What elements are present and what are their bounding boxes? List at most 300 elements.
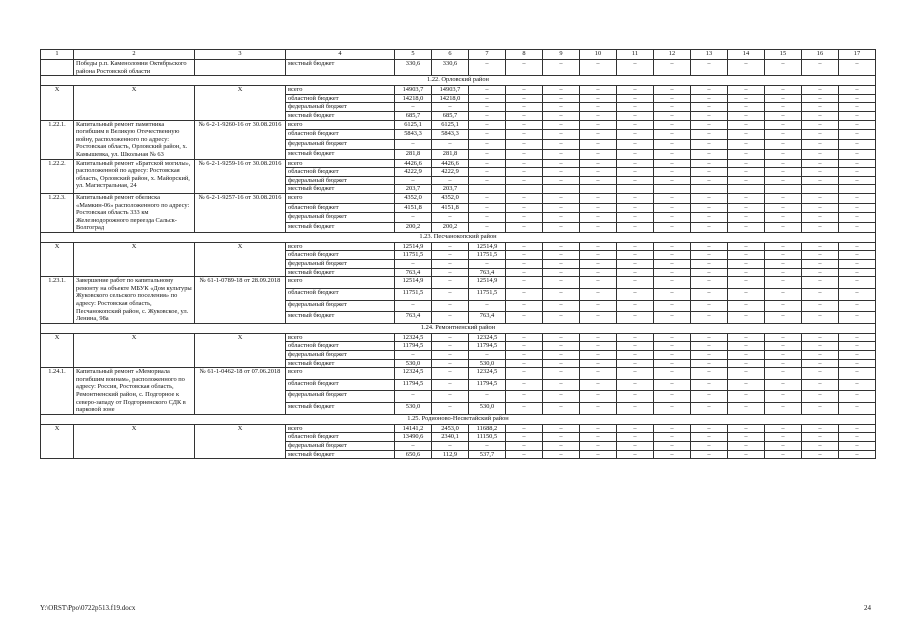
- value-cell: –: [506, 86, 543, 95]
- value-cell: –: [691, 441, 728, 450]
- value-cell: –: [432, 359, 469, 368]
- value-cell: –: [580, 403, 617, 415]
- value-cell: –: [654, 268, 691, 277]
- value-cell: –: [469, 300, 506, 312]
- value-cell: –: [543, 359, 580, 368]
- value-cell: –: [654, 391, 691, 403]
- budget-type: местный бюджет: [286, 268, 395, 277]
- value-cell: –: [654, 312, 691, 324]
- value-cell: –: [839, 111, 876, 120]
- value-cell: 12324,5: [469, 333, 506, 342]
- budget-type: федеральный бюджет: [286, 213, 395, 223]
- value-cell: 11751,5: [395, 288, 432, 300]
- value-cell: –: [543, 203, 580, 213]
- value-cell: –: [654, 140, 691, 150]
- value-cell: –: [580, 342, 617, 351]
- value-cell: 14218,0: [432, 94, 469, 103]
- value-cell: –: [617, 86, 654, 95]
- value-cell: –: [654, 86, 691, 95]
- value-cell: –: [839, 351, 876, 360]
- value-cell: –: [617, 111, 654, 120]
- budget-type: федеральный бюджет: [286, 103, 395, 112]
- value-cell: 4352,0: [395, 193, 432, 203]
- value-cell: –: [654, 168, 691, 177]
- value-cell: –: [839, 450, 876, 459]
- value-cell: –: [469, 103, 506, 112]
- value-cell: 530,0: [395, 359, 432, 368]
- document-ref: X: [195, 86, 286, 120]
- value-cell: –: [802, 251, 839, 260]
- value-cell: –: [691, 312, 728, 324]
- value-cell: –: [802, 403, 839, 415]
- value-cell: 763,4: [469, 268, 506, 277]
- value-cell: –: [580, 94, 617, 103]
- value-cell: –: [543, 277, 580, 289]
- value-cell: –: [654, 176, 691, 185]
- value-cell: –: [728, 140, 765, 150]
- value-cell: –: [691, 268, 728, 277]
- value-cell: –: [765, 149, 802, 159]
- budget-type: областной бюджет: [286, 94, 395, 103]
- value-cell: 12514,9: [395, 242, 432, 251]
- budget-type: местный бюджет: [286, 312, 395, 324]
- value-cell: –: [802, 176, 839, 185]
- value-cell: –: [506, 359, 543, 368]
- value-cell: –: [617, 342, 654, 351]
- value-cell: –: [543, 450, 580, 459]
- value-cell: –: [654, 213, 691, 223]
- value-cell: 763,4: [395, 268, 432, 277]
- value-cell: –: [802, 300, 839, 312]
- value-cell: –: [432, 268, 469, 277]
- value-cell: –: [469, 193, 506, 203]
- value-cell: –: [654, 288, 691, 300]
- value-cell: –: [802, 168, 839, 177]
- document-ref: X: [195, 424, 286, 458]
- value-cell: –: [580, 168, 617, 177]
- value-cell: –: [691, 203, 728, 213]
- value-cell: –: [654, 149, 691, 159]
- value-cell: 763,4: [469, 312, 506, 324]
- value-cell: –: [617, 94, 654, 103]
- column-number: 17: [839, 50, 876, 60]
- value-cell: 530,0: [469, 359, 506, 368]
- value-cell: 4426,6: [432, 159, 469, 168]
- value-cell: –: [506, 379, 543, 391]
- value-cell: –: [506, 260, 543, 269]
- value-cell: –: [506, 130, 543, 140]
- value-cell: –: [543, 176, 580, 185]
- value-cell: –: [691, 251, 728, 260]
- value-cell: –: [580, 424, 617, 433]
- value-cell: –: [839, 441, 876, 450]
- value-cell: –: [654, 223, 691, 233]
- value-cell: –: [543, 130, 580, 140]
- value-cell: –: [691, 450, 728, 459]
- value-cell: –: [765, 213, 802, 223]
- value-cell: 4222,9: [395, 168, 432, 177]
- value-cell: –: [802, 140, 839, 150]
- value-cell: –: [765, 111, 802, 120]
- value-cell: –: [728, 441, 765, 450]
- value-cell: –: [617, 140, 654, 150]
- value-cell: –: [506, 333, 543, 342]
- value-cell: –: [765, 441, 802, 450]
- value-cell: –: [691, 288, 728, 300]
- value-cell: –: [506, 94, 543, 103]
- value-cell: –: [839, 242, 876, 251]
- value-cell: –: [691, 193, 728, 203]
- value-cell: –: [802, 86, 839, 95]
- value-cell: 11751,5: [395, 251, 432, 260]
- budget-type: всего: [286, 333, 395, 342]
- value-cell: –: [654, 300, 691, 312]
- value-cell: –: [506, 120, 543, 130]
- value-cell: –: [654, 433, 691, 442]
- value-cell: –: [691, 94, 728, 103]
- budget-type: областной бюджет: [286, 288, 395, 300]
- value-cell: 200,2: [432, 223, 469, 233]
- value-cell: 281,8: [432, 149, 469, 159]
- value-cell: –: [543, 368, 580, 380]
- value-cell: 4426,6: [395, 159, 432, 168]
- value-cell: –: [395, 140, 432, 150]
- value-cell: –: [728, 333, 765, 342]
- item-number: 1.23.1.: [41, 277, 74, 324]
- value-cell: 14141,2: [395, 424, 432, 433]
- value-cell: –: [617, 450, 654, 459]
- value-cell: –: [432, 251, 469, 260]
- value-cell: –: [802, 103, 839, 112]
- value-cell: –: [617, 213, 654, 223]
- value-cell: –: [580, 120, 617, 130]
- section-row: [41, 232, 876, 242]
- value-cell: –: [432, 333, 469, 342]
- value-cell: –: [432, 391, 469, 403]
- value-cell: –: [728, 277, 765, 289]
- value-cell: –: [802, 342, 839, 351]
- value-cell: –: [432, 441, 469, 450]
- value-cell: –: [432, 213, 469, 223]
- value-cell: 763,4: [395, 312, 432, 324]
- value-cell: –: [580, 300, 617, 312]
- value-cell: –: [580, 359, 617, 368]
- value-cell: 4151,8: [395, 203, 432, 213]
- budget-type: федеральный бюджет: [286, 140, 395, 150]
- value-cell: –: [728, 130, 765, 140]
- budget-type: всего: [286, 159, 395, 168]
- value-cell: –: [691, 391, 728, 403]
- value-cell: –: [765, 168, 802, 177]
- value-cell: –: [543, 60, 580, 76]
- value-cell: –: [432, 176, 469, 185]
- value-cell: –: [839, 333, 876, 342]
- value-cell: –: [543, 140, 580, 150]
- column-number: 9: [543, 50, 580, 60]
- value-cell: 11794,5: [395, 379, 432, 391]
- value-cell: –: [765, 193, 802, 203]
- value-cell: –: [580, 312, 617, 324]
- value-cell: –: [617, 351, 654, 360]
- table-row: [41, 120, 876, 130]
- value-cell: –: [469, 203, 506, 213]
- value-cell: [765, 185, 802, 194]
- value-cell: –: [765, 277, 802, 289]
- column-number: 5: [395, 50, 432, 60]
- value-cell: –: [617, 120, 654, 130]
- value-cell: –: [543, 120, 580, 130]
- value-cell: –: [432, 368, 469, 380]
- value-cell: –: [728, 111, 765, 120]
- value-cell: –: [543, 300, 580, 312]
- value-cell: –: [617, 268, 654, 277]
- value-cell: –: [617, 193, 654, 203]
- value-cell: –: [765, 120, 802, 130]
- value-cell: –: [839, 140, 876, 150]
- budget-type: федеральный бюджет: [286, 176, 395, 185]
- value-cell: –: [506, 300, 543, 312]
- value-cell: –: [617, 203, 654, 213]
- value-cell: –: [802, 424, 839, 433]
- value-cell: –: [654, 277, 691, 289]
- value-cell: –: [691, 359, 728, 368]
- value-cell: –: [728, 168, 765, 177]
- table-row: [41, 86, 876, 95]
- value-cell: –: [728, 213, 765, 223]
- value-cell: –: [765, 300, 802, 312]
- column-number: 12: [654, 50, 691, 60]
- value-cell: 200,2: [395, 223, 432, 233]
- value-cell: –: [543, 103, 580, 112]
- value-cell: 4151,8: [432, 203, 469, 213]
- value-cell: –: [839, 268, 876, 277]
- value-cell: –: [802, 120, 839, 130]
- value-cell: –: [580, 176, 617, 185]
- value-cell: –: [469, 120, 506, 130]
- column-number: 3: [195, 50, 286, 60]
- value-cell: –: [765, 159, 802, 168]
- value-cell: 537,7: [469, 450, 506, 459]
- value-cell: –: [617, 149, 654, 159]
- value-cell: –: [691, 140, 728, 150]
- value-cell: –: [580, 379, 617, 391]
- column-number: 2: [74, 50, 195, 60]
- value-cell: –: [432, 312, 469, 324]
- value-cell: –: [543, 379, 580, 391]
- value-cell: –: [617, 130, 654, 140]
- value-cell: –: [395, 441, 432, 450]
- value-cell: 530,0: [469, 403, 506, 415]
- value-cell: –: [654, 359, 691, 368]
- value-cell: –: [802, 450, 839, 459]
- value-cell: –: [432, 260, 469, 269]
- value-cell: –: [839, 193, 876, 203]
- value-cell: –: [580, 441, 617, 450]
- file-path: Y:\ORST\Ppo\0722p513.f19.docx: [40, 604, 136, 612]
- budget-type: местный бюджет: [286, 149, 395, 159]
- value-cell: –: [654, 159, 691, 168]
- value-cell: –: [654, 251, 691, 260]
- value-cell: –: [580, 60, 617, 76]
- value-cell: –: [432, 277, 469, 289]
- value-cell: –: [617, 168, 654, 177]
- value-cell: –: [728, 268, 765, 277]
- value-cell: –: [691, 60, 728, 76]
- budget-type: всего: [286, 424, 395, 433]
- object-name: Победы р.п. Каменоломни Октябрьского района Ростовской области: [74, 60, 195, 76]
- item-number: X: [41, 242, 74, 276]
- value-cell: –: [469, 351, 506, 360]
- value-cell: –: [802, 391, 839, 403]
- document-ref: X: [195, 333, 286, 367]
- value-cell: 2340,1: [432, 433, 469, 442]
- value-cell: –: [728, 379, 765, 391]
- value-cell: –: [395, 213, 432, 223]
- section-title: 1.24. Ремонтненский район: [41, 323, 876, 333]
- value-cell: 14218,0: [395, 94, 432, 103]
- value-cell: –: [580, 140, 617, 150]
- value-cell: –: [543, 149, 580, 159]
- value-cell: –: [728, 223, 765, 233]
- value-cell: 12324,5: [395, 333, 432, 342]
- value-cell: –: [802, 60, 839, 76]
- budget-type: областной бюджет: [286, 130, 395, 140]
- value-cell: –: [469, 94, 506, 103]
- document-ref: № 61-1-0462-18 от 07.06.2018: [195, 368, 286, 415]
- table-row: [41, 277, 876, 289]
- value-cell: 281,8: [395, 149, 432, 159]
- section-row: [41, 414, 876, 424]
- value-cell: –: [395, 351, 432, 360]
- value-cell: –: [728, 403, 765, 415]
- budget-type: федеральный бюджет: [286, 300, 395, 312]
- value-cell: –: [617, 251, 654, 260]
- value-cell: –: [765, 260, 802, 269]
- document-ref: [195, 60, 286, 76]
- table-row: [41, 193, 876, 203]
- budget-type: местный бюджет: [286, 60, 395, 76]
- value-cell: –: [543, 86, 580, 95]
- value-cell: –: [691, 213, 728, 223]
- value-cell: [506, 185, 543, 194]
- value-cell: –: [469, 168, 506, 177]
- value-cell: –: [543, 251, 580, 260]
- value-cell: –: [617, 424, 654, 433]
- object-name: X: [74, 424, 195, 458]
- value-cell: –: [580, 433, 617, 442]
- value-cell: –: [691, 300, 728, 312]
- value-cell: 12324,5: [469, 368, 506, 380]
- value-cell: 6125,1: [395, 120, 432, 130]
- document-ref: X: [195, 242, 286, 276]
- value-cell: –: [728, 103, 765, 112]
- value-cell: –: [802, 441, 839, 450]
- value-cell: –: [765, 140, 802, 150]
- value-cell: –: [469, 86, 506, 95]
- document-ref: № 6-2-1-9259-16 от 30.08.2016: [195, 159, 286, 193]
- value-cell: –: [469, 260, 506, 269]
- value-cell: –: [543, 433, 580, 442]
- value-cell: –: [691, 379, 728, 391]
- value-cell: –: [506, 223, 543, 233]
- item-number: X: [41, 86, 74, 120]
- value-cell: –: [839, 223, 876, 233]
- value-cell: –: [617, 403, 654, 415]
- value-cell: 5843,3: [432, 130, 469, 140]
- value-cell: –: [617, 103, 654, 112]
- value-cell: [839, 185, 876, 194]
- table-row: [41, 368, 876, 380]
- value-cell: –: [728, 450, 765, 459]
- budget-type: областной бюджет: [286, 203, 395, 213]
- value-cell: –: [839, 260, 876, 269]
- value-cell: –: [506, 342, 543, 351]
- value-cell: –: [617, 300, 654, 312]
- value-cell: –: [580, 130, 617, 140]
- value-cell: –: [839, 149, 876, 159]
- value-cell: –: [765, 368, 802, 380]
- value-cell: –: [839, 433, 876, 442]
- value-cell: –: [580, 159, 617, 168]
- value-cell: –: [506, 403, 543, 415]
- value-cell: –: [802, 94, 839, 103]
- object-name: Капитальный ремонт «Братской могилы», расположенной по адресу: Ростовская область, Орловский район, х. Майорский, ул. Магистральная, 24: [74, 159, 195, 193]
- value-cell: –: [580, 251, 617, 260]
- value-cell: 112,9: [432, 450, 469, 459]
- value-cell: –: [506, 176, 543, 185]
- value-cell: –: [506, 312, 543, 324]
- value-cell: –: [654, 260, 691, 269]
- value-cell: 685,7: [395, 111, 432, 120]
- value-cell: –: [654, 333, 691, 342]
- value-cell: –: [543, 312, 580, 324]
- value-cell: 12514,9: [395, 277, 432, 289]
- value-cell: [543, 185, 580, 194]
- value-cell: –: [691, 333, 728, 342]
- value-cell: –: [839, 379, 876, 391]
- budget-type: местный бюджет: [286, 359, 395, 368]
- value-cell: –: [543, 260, 580, 269]
- value-cell: [617, 185, 654, 194]
- value-cell: –: [506, 159, 543, 168]
- value-cell: –: [802, 333, 839, 342]
- item-number: 1.22.2.: [41, 159, 74, 193]
- budget-type: местный бюджет: [286, 403, 395, 415]
- value-cell: –: [839, 203, 876, 213]
- value-cell: –: [617, 159, 654, 168]
- value-cell: –: [617, 223, 654, 233]
- value-cell: –: [617, 288, 654, 300]
- value-cell: –: [765, 288, 802, 300]
- value-cell: –: [654, 103, 691, 112]
- value-cell: [654, 185, 691, 194]
- budget-type: областной бюджет: [286, 168, 395, 177]
- value-cell: –: [802, 130, 839, 140]
- budget-type: всего: [286, 86, 395, 95]
- table-row: [41, 333, 876, 342]
- value-cell: –: [802, 351, 839, 360]
- value-cell: –: [580, 260, 617, 269]
- value-cell: –: [617, 312, 654, 324]
- value-cell: 650,6: [395, 450, 432, 459]
- value-cell: –: [506, 168, 543, 177]
- value-cell: –: [617, 391, 654, 403]
- value-cell: –: [543, 424, 580, 433]
- value-cell: –: [654, 424, 691, 433]
- value-cell: –: [765, 268, 802, 277]
- value-cell: –: [543, 223, 580, 233]
- value-cell: –: [432, 379, 469, 391]
